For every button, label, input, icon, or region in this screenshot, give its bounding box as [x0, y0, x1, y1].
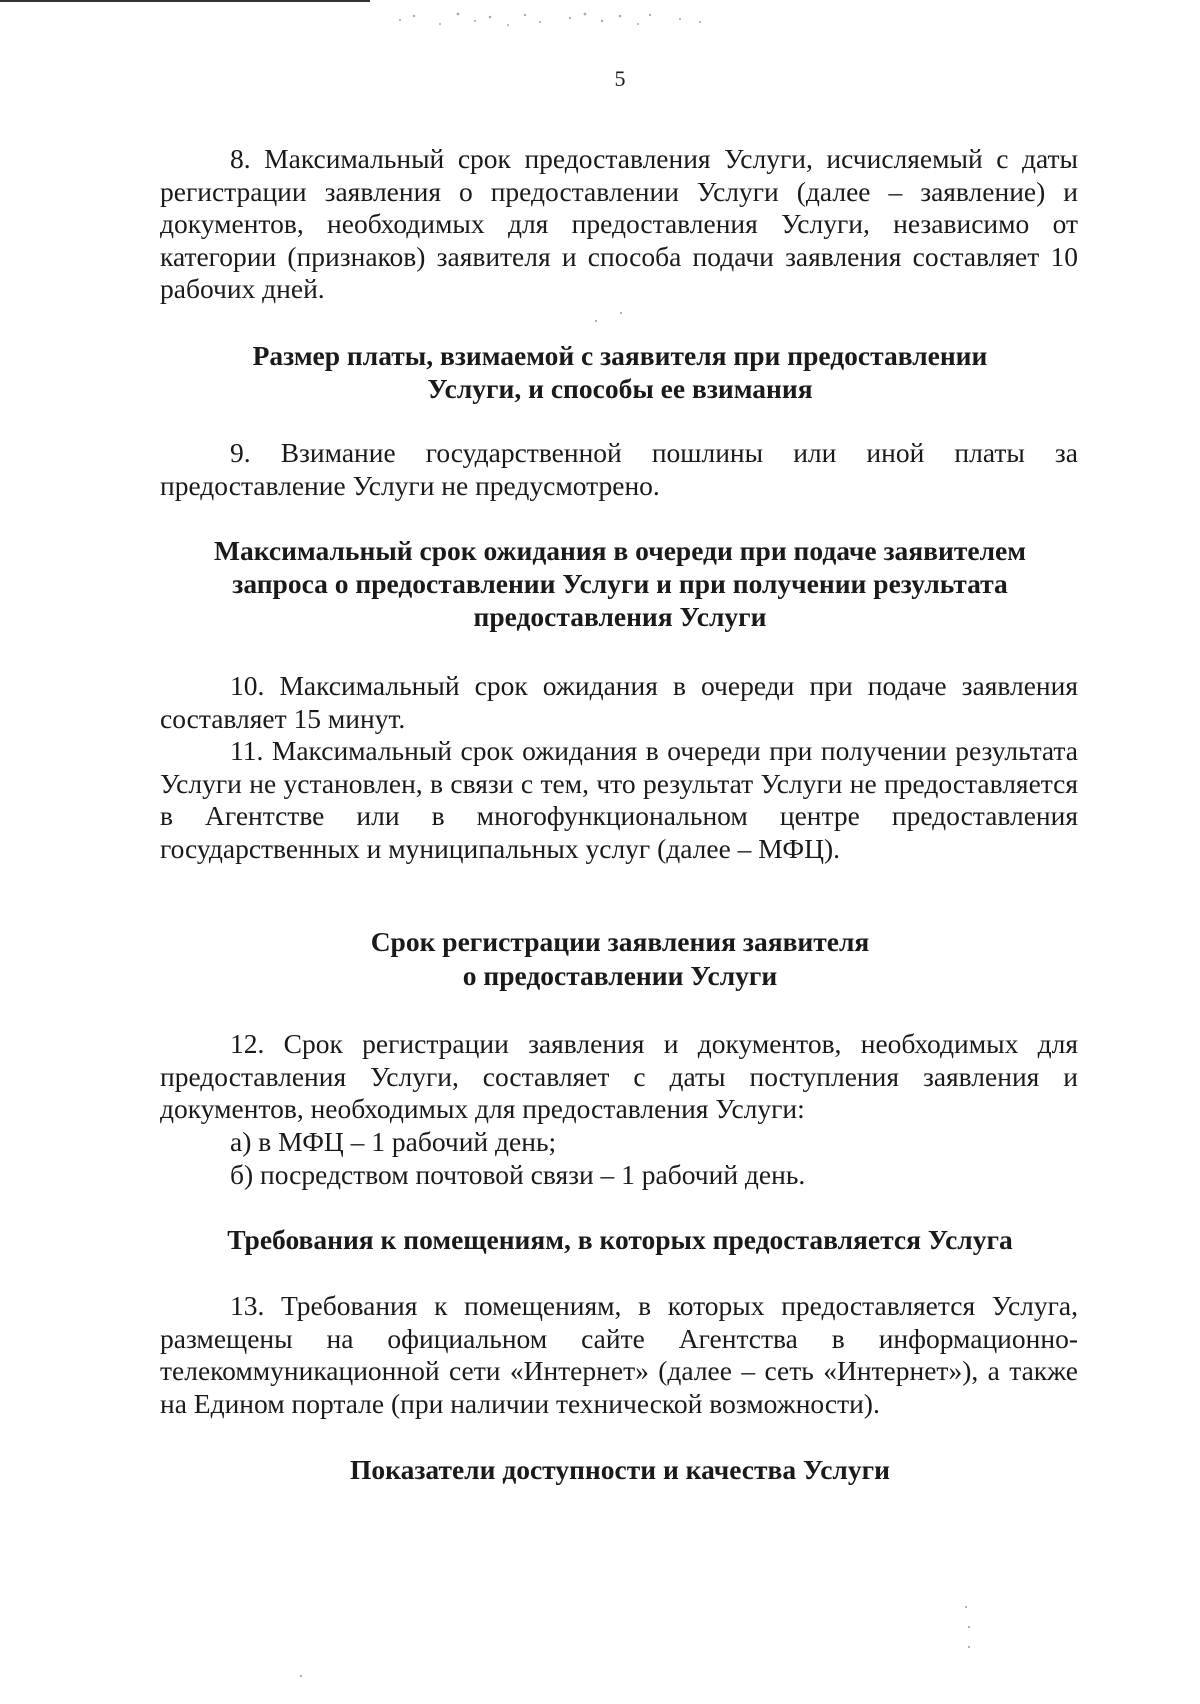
- scan-speck: [620, 312, 622, 314]
- heading-queue-line-2: запроса о предоставлении Услуги и при получении результата: [232, 568, 1008, 599]
- paragraph-13: 13. Требования к помещениям, в которых предоставляется Услуга, размещены на официальном сайте Агентства в информационно-телекоммуникационной сети «Интернет» (далее – сеть «Интернет»), а также на Едином портале (при наличии технической возможности).: [160, 1290, 1078, 1419]
- scan-speck: [968, 1626, 970, 1628]
- scan-speck: [300, 1675, 302, 1677]
- paragraph-11: 11. Максимальный срок ожидания в очереди при получении результата Услуги не установлен, в связи с тем, что результат Услуги не предоставляется в Агентстве или в многофункциональном центре предоставления государственных и муниципальных услуг (далее – МФЦ).: [160, 735, 1078, 864]
- heading-fee-line-1: Размер платы, взимаемой с заявителя при предоставлении: [252, 340, 988, 371]
- paragraph-10: 10. Максимальный срок ожидания в очереди при подаче заявления составляет 15 минут.: [160, 670, 1078, 734]
- heading-registration-line-1: Срок регистрации заявления заявителя: [370, 926, 870, 957]
- scan-speck: [968, 1646, 970, 1648]
- paragraph-8: 8. Максимальный срок предоставления Услуги, исчисляемый с даты регистрации заявления о предоставлении Услуги (далее – заявление) и документов, необходимых для предоставления Услуги, независимо от категории (признаков) заявителя и способа подачи заявления составляет 10 рабочих дней.: [160, 143, 1078, 305]
- heading-registration-line-2: о предоставлении Услуги: [462, 960, 778, 991]
- scan-noise: [380, 6, 730, 36]
- heading-queue-line-1: Максимальный срок ожидания в очереди при подаче заявителем: [214, 535, 1026, 566]
- scan-speck: [965, 1606, 967, 1608]
- list-item-a: а) в МФЦ – 1 рабочий день;: [230, 1126, 557, 1157]
- scan-top-edge: [0, 0, 370, 2]
- heading-queue-line-3: предоставления Услуги: [473, 601, 767, 632]
- heading-premises: Требования к помещениям, в которых предоставляется Услуга: [227, 1224, 1013, 1255]
- paragraph-12: 12. Срок регистрации заявления и документов, необходимых для предоставления Услуги, составляет с даты поступления заявления и документов, необходимых для предоставления Услуги:: [160, 1028, 1078, 1125]
- page-number: 5: [614, 66, 626, 91]
- list-item-b: б) посредством почтовой связи – 1 рабочий день.: [230, 1159, 806, 1190]
- heading-quality: Показатели доступности и качества Услуги: [350, 1454, 890, 1485]
- paragraph-9: 9. Взимание государственной пошлины или иной платы за предоставление Услуги не предусмотрено.: [160, 437, 1078, 501]
- heading-fee-line-2: Услуги, и способы ее взимания: [427, 373, 813, 404]
- scan-speck: [595, 320, 597, 322]
